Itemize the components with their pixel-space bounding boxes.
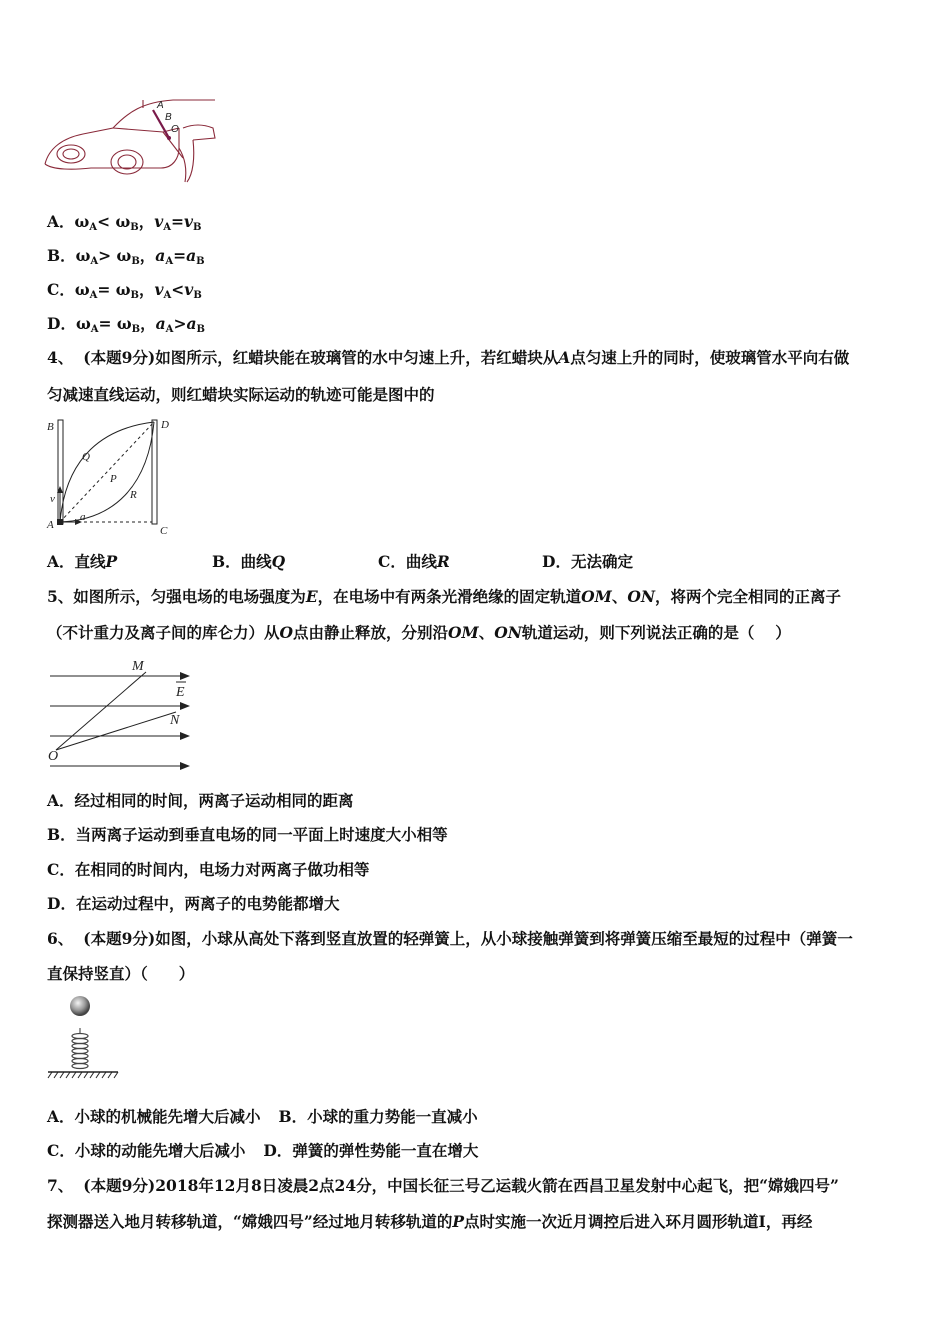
q5-option-a[interactable]: A．经过相同的时间，两离子运动相同的距离 — [47, 791, 354, 810]
car-wiper-figure — [43, 98, 219, 184]
fig-label-a: A — [157, 100, 164, 111]
wax-trajectory-figure — [44, 416, 174, 538]
q3-option-c[interactable]: C．$\omega_A= \omega_B$，$v_A<v_B$ — [47, 280, 202, 301]
fig-label-o: O — [171, 124, 179, 135]
q5-stem-line1: 5、如图所示，匀强电场的电场强度为E，在电场中有两条光滑绝缘的固定轨道OM、ON，将两个完全相同的正离子 — [47, 587, 842, 606]
fig4-label-c: C — [160, 525, 168, 537]
q5-option-c[interactable]: C．在相同的时间内，电场力对两离子做功相等 — [47, 860, 370, 879]
q6-option-a[interactable]: A．小球的机械能先增大后减小 — [47, 1107, 261, 1126]
q4-option-d[interactable]: D．无法确定 — [542, 552, 633, 571]
fig4-label-q: Q — [82, 451, 90, 463]
q3-option-b[interactable]: B．$\omega_A> \omega_B$，$a_A=a_B$ — [47, 246, 205, 267]
fig4-label-accel: a — [80, 511, 86, 523]
q6-options-row1 — [47, 1107, 478, 1127]
fig4-label-a: A — [47, 519, 54, 531]
q7-stem-line1: 7、 (本题9分)2018年12月8日凌晨2点24分，中国长征三号乙运载火箭在西昌卫星发射中心起飞，把“嫦娥四号” — [47, 1176, 839, 1195]
q6-stem-line1: 6、 (本题9分)如图，小球从高处下落到竖直放置的轻弹簧上，从小球接触弹簧到将弹簧压缩至最短的过程中（弹簧一 — [47, 929, 853, 948]
fig5-label-o: O — [48, 749, 59, 764]
q5-option-d[interactable]: D．在运动过程中，两离子的电势能都增大 — [47, 894, 340, 913]
q5-stem-line2: （不计重力及离子间的库仑力）从O点由静止释放，分别沿OM、ON轨道运动，则下列说法正确的是（ ） — [47, 623, 791, 642]
q3-option-d[interactable]: D．$\omega_A= \omega_B$，$a_A>a_B$ — [47, 314, 205, 335]
q4-option-b[interactable]: B．曲线Q — [212, 552, 286, 571]
q6-stem-line2: 直保持竖直）（ ） — [47, 964, 195, 983]
q3-option-a[interactable]: A．$\omega_A< \omega_B$，$v_A=v_B$ — [47, 212, 202, 233]
q4-stem-line2: 匀减速直线运动，则红蜡块实际运动的轨迹可能是图中的 — [47, 385, 435, 404]
fig5-label-n: N — [170, 713, 180, 728]
q7-stem-line2: 探测器送入地月转移轨道，“嫦娥四号”经过地月转移轨道的P点时实施一次近月调控后进入环月圆形轨道I，再经 — [47, 1212, 813, 1231]
q6-option-d[interactable]: D．弹簧的弹性势能一直在增大 — [263, 1141, 479, 1160]
fig4-label-b: B — [47, 421, 54, 433]
q6-option-b[interactable]: B．小球的重力势能一直减小 — [278, 1107, 478, 1126]
fig4-label-v: v — [50, 493, 55, 505]
fig-label-b: B — [165, 112, 172, 123]
electric-field-figure — [46, 654, 196, 772]
fig5-label-e: E — [176, 685, 185, 700]
fig4-label-r: R — [130, 489, 137, 501]
q4-option-a[interactable]: A．直线P — [47, 552, 118, 571]
fig4-label-p: P — [110, 473, 117, 485]
q4-option-c[interactable]: C．曲线R — [378, 552, 450, 571]
q6-option-c[interactable]: C．小球的动能先增大后减小 — [47, 1141, 246, 1160]
ball-spring-figure — [46, 994, 120, 1082]
q4-stem-line1: 4、 (本题9分)如图所示，红蜡块能在玻璃管的水中匀速上升，若红蜡块从A点匀速上升的同时，使玻璃管水平向右做 — [47, 348, 850, 367]
fig4-label-d: D — [161, 419, 169, 431]
fig5-label-m: M — [132, 659, 144, 674]
q6-options-row2 — [47, 1141, 478, 1161]
q5-option-b[interactable]: B．当两离子运动到垂直电场的同一平面上时速度大小相等 — [47, 825, 448, 844]
